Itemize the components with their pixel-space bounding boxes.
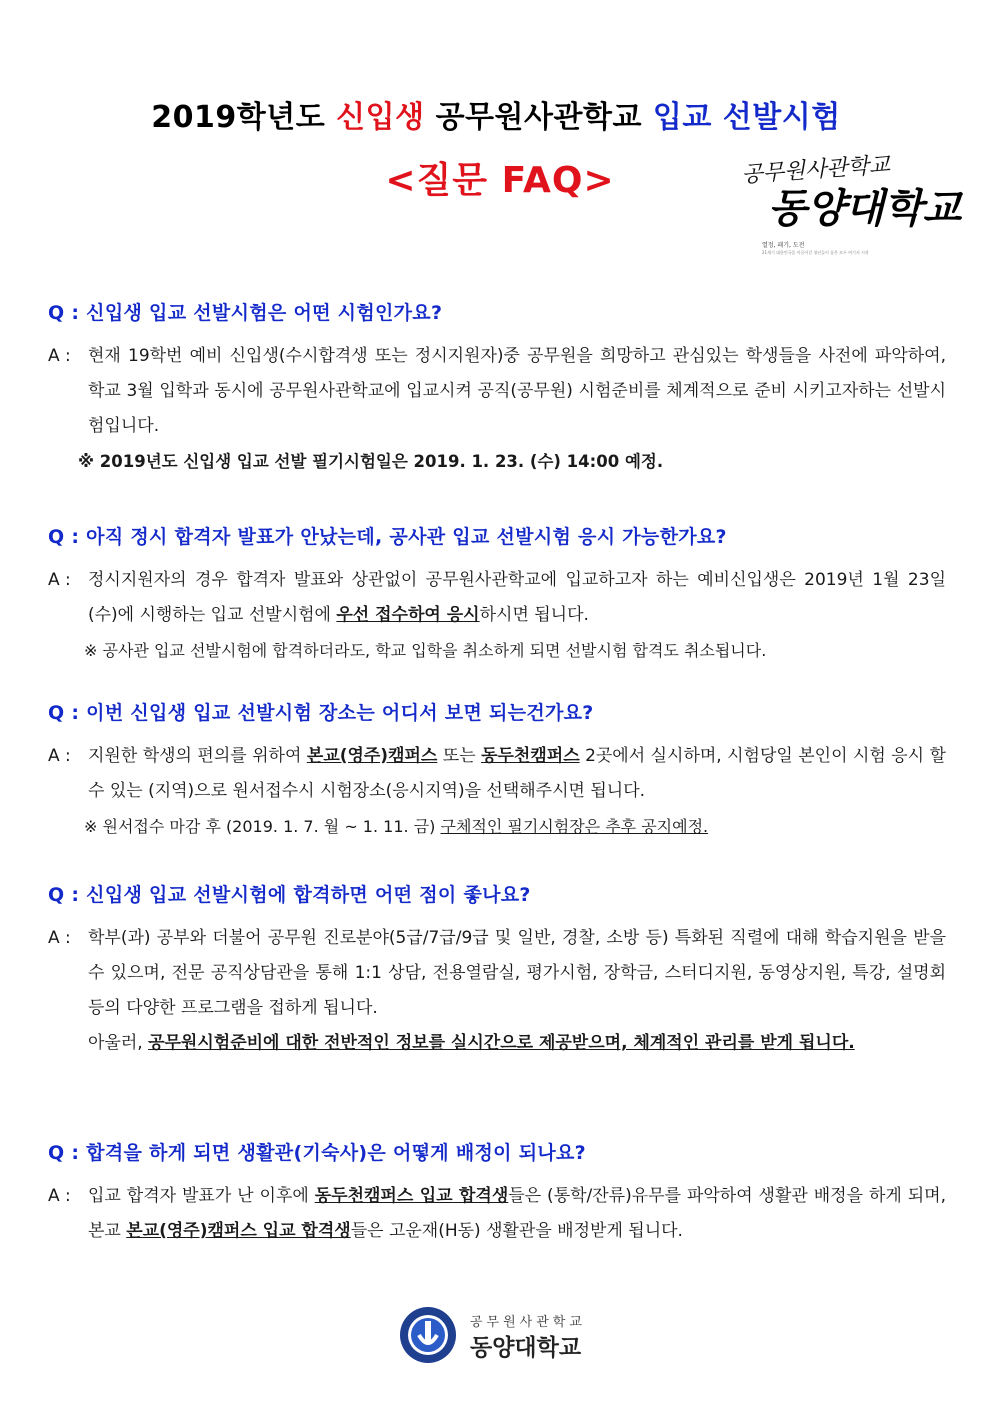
faq-note: ※ 공사관 입교 선발시험에 합격하더라도, 학교 입학을 취소하게 되면 선발시험 합격도 취소됩니다. [84,641,767,660]
answer-text-part: 정시지원자의 경우 합격자 발표와 상관없이 공무원사관학교에 입교하고자 하는 예비신입생은 2019년 1월 23일 (수)에 시행하는 입교 선발시험에 [88,570,946,625]
footer-subtitle: 공무원사관학교 [470,1315,586,1330]
faq-item-3 [48,698,946,844]
answer-emphasis: 공무원시험준비에 대한 전반적인 정보를 실시간으로 제공받으며, 체계적인 관리를 받게 됩니다. [148,1033,855,1053]
faq-note: ※ 2019년도 신입생 입교 선발 필기시험일은 2019. 1. 23. (수) 14:00 예정. [78,452,664,471]
faq-question: Q : 신입생 입교 선발시험은 어떤 시험인가요? [48,302,443,324]
answer-text-part: 들은 고운재(H동) 생활관을 배정받게 됩니다. [350,1221,683,1241]
calligraphy-line2: 동양대학교 [768,185,962,232]
faq-note [48,809,946,844]
calligraphy-line1: 공무원사관학교 [740,152,891,188]
faq-answer [48,563,946,633]
answer-label: A : [48,346,77,366]
note-text-part: ※ 원서접수 마감 후 (2019. 1. 7. 월 ~ 1. 11. 금) [84,817,441,836]
answer-text: 현재 19학번 예비 신입생(수시합격생 또는 정시지원자)중 공무원을 희망하고 관심있는 학생들을 사전에 파악하여, 학교 3월 입학과 동시에 공무원사관학교에 입교시켜 공직(공무원) 시험준비를 체계적으로 준비 시키고자하는 선발시험입니다. [88,346,946,436]
answer-text-part: 지원한 학생의 편의를 위하여 [88,746,307,766]
title-freshman: 신입생 [336,100,425,135]
answer-text-part: 아울러, [88,1033,149,1053]
faq-answer [48,921,946,1061]
answer-emphasis: 우선 접수하여 응시 [336,605,480,625]
answer-text-part: 하시면 됩니다. [479,605,589,625]
answer-label: A : [48,1186,77,1206]
calligraphy-logo [728,150,962,240]
university-emblem-icon [398,1305,458,1365]
answer-text-2 [88,1026,946,1061]
answer-emphasis: 동두천캠퍼스 입교 합격생 [314,1186,509,1206]
title-year: 2019학년도 [151,100,326,135]
faq-answer [48,739,946,809]
faq-question: Q : 이번 신입생 입교 선발시험 장소는 어디서 보면 되는건가요? [48,702,594,724]
answer-text [88,1179,946,1249]
logo-small-caption: 21세기 대한민국을 이끌어갈 청년들이 꿈은 모두 여기서 시작 [762,250,869,255]
title-exam: 입교 선발시험 [652,100,841,135]
title-academy: 공무원사관학교 [435,100,642,135]
answer-emphasis: 본교(영주)캠퍼스 입교 합격생 [126,1221,351,1241]
university-logo-footer [398,1305,598,1365]
faq-answer [48,339,946,444]
answer-text [88,563,946,633]
answer-emphasis: 동두천캠퍼스 [481,746,580,766]
answer-body [88,921,946,1061]
answer-label: A : [48,570,77,590]
footer-university-name: 동양대학교 [470,1335,582,1361]
faq-question: Q : 아직 정시 합격자 발표가 안났는데, 공사관 입교 선발시험 응시 가능한가요? [48,526,727,548]
answer-text-part: 또는 [437,746,482,766]
answer-text-part: 들은 (통학/잔류)유무를 파악하여 생활관 배정을 하게 되며, 본교 [88,1186,946,1241]
answer-text-part: 입교 합격자 발표가 난 이후에 [88,1186,315,1206]
answer-emphasis: 본교(영주)캠퍼스 [306,746,438,766]
answer-label: A : [48,746,77,766]
faq-question: Q : 신입생 입교 선발시험에 합격하면 어떤 점이 좋나요? [48,884,531,906]
page-subtitle: <질문 FAQ> [385,160,615,201]
note-emphasis: 구체적인 필기시험장은 추후 공지예정. [440,817,709,836]
faq-question: Q : 합격을 하게 되면 생활관(기숙사)은 어떻게 배정이 되나요? [48,1142,586,1164]
university-logo-top [728,150,962,260]
logo-caption: 열정, 패기, 도전 [762,242,805,249]
page-title [0,92,992,136]
faq-item-1 [48,298,946,479]
answer-text-part: 2곳에서 실시하며, 시험당일 본인이 시험 응시 할 수 있는 (지역)으로 원서접수시 시험장소(응시지역)을 선택해주시면 됩니다. [88,746,946,801]
faq-item-2 [48,522,946,668]
answer-text: 학부(과) 공부와 더불어 공무원 진로분야(5급/7급/9급 및 일반, 경찰, 소방 등) 특화된 직렬에 대해 학습지원을 받을 수 있으며, 전문 공직상담관을 통해 1:1 상담, 전용열람실, 평가시험, 장학금, 스터디지원, 동영상지원, 특강, 설명회 등의 다양한 프로그램을 접하게 됩니다. [88,928,946,1018]
faq-answer [48,1179,946,1249]
answer-label: A : [48,928,77,948]
faq-item-5 [48,1138,946,1249]
answer-text [88,739,946,809]
faq-item-4 [48,880,946,1061]
